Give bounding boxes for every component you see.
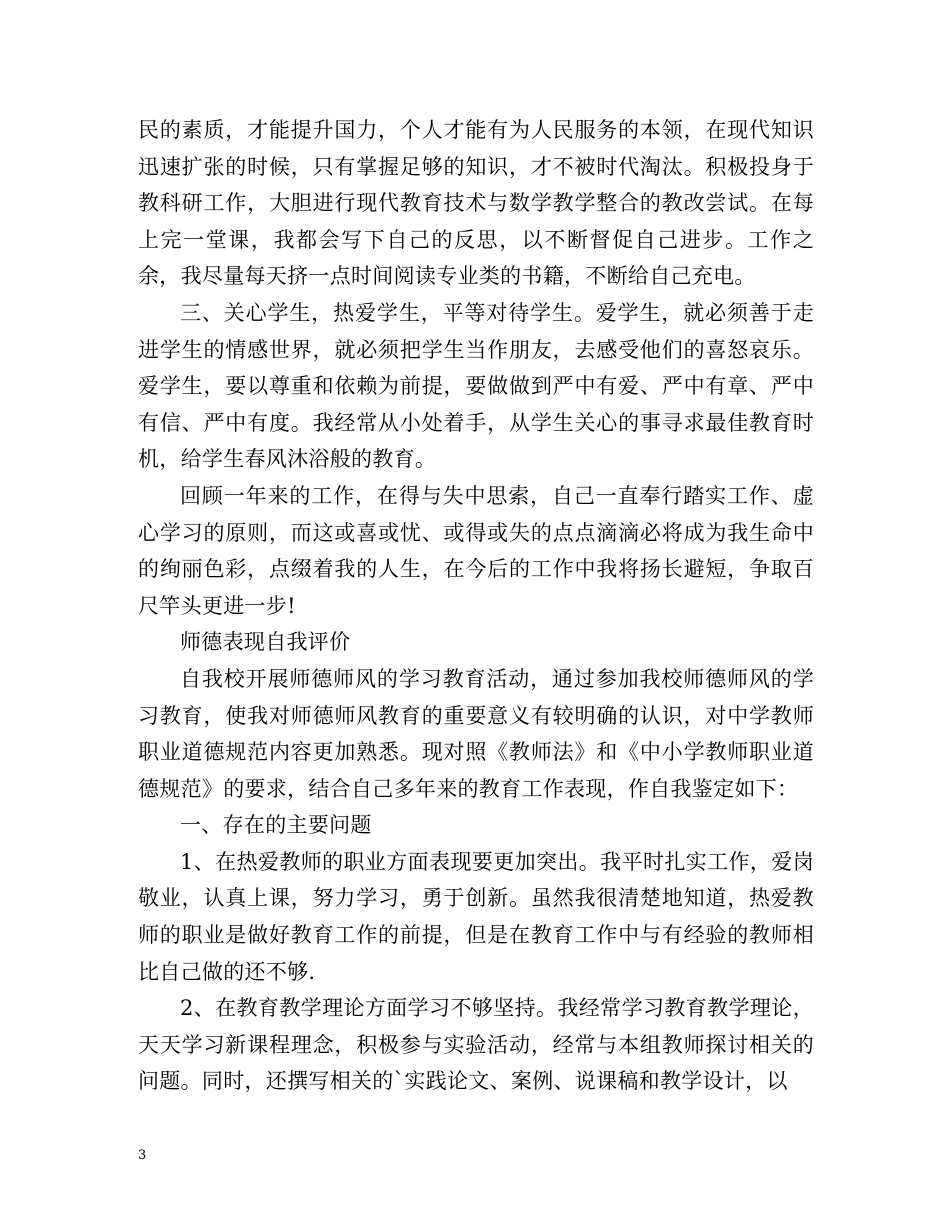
subheading-main-problems: 一、存在的主要问题 xyxy=(180,813,372,838)
page-number: 3 xyxy=(138,1148,147,1163)
document-body xyxy=(138,112,814,1100)
paragraph-caring-for-students: 三、关心学生，热爱学生，平等对待学生。爱学生，就必须善于走进学生的情感世界，就必须把学生当作朋友，去感受他们的喜怒哀乐。爱学生，要以尊重和依赖为前提，要做做到严中有爱、严中有章、严中有信、严中有度。我经常从小处着手，从学生关心的事寻求最佳教育时机，给学生春风沐浴般的教育。 xyxy=(138,300,814,472)
paragraph-problem-1: 1、在热爱教师的职业方面表现要更加突出。我平时扎实工作，爱岗敬业，认真上课，努力学习，勇于创新。虽然我很清楚地知道，热爱教师的职业是做好教育工作的前提，但是在教育工作中与有经验的教师相比自己做的还不够. xyxy=(138,849,814,984)
paragraph-problem-2: 2、在教育教学理论方面学习不够坚持。我经常学习教育教学理论，天天学习新课程理念，积极参与实验活动，经常与本组教师探讨相关的问题。同时，还撰写相关的`实践论文、案例、说课稿和教学设计，以 xyxy=(138,996,814,1094)
paragraph-year-review: 回顾一年来的工作，在得与失中思索，自己一直奉行踏实工作、虚心学习的原则，而这或喜或忧、或得或失的点点滴滴必将成为我生命中的绚丽色彩，点缀着我的人生，在今后的工作中我将扬长避短，争取百尺竿头更进一步! xyxy=(138,483,814,618)
section-heading-ethics-self-evaluation: 师德表现自我评价 xyxy=(180,630,351,655)
paragraph-continuation: 民的素质，才能提升国力，个人才能有为人民服务的本领，在现代知识迅速扩张的时候，只有掌握足够的知识，才不被时代淘汰。积极投身于教科研工作，大胆进行现代教育技术与数学教学整合的教改尝试。在每上完一堂课，我都会写下自己的反思，以不断督促自己进步。工作之余，我尽量每天挤一点时间阅读专业类的书籍，不断给自己充电。 xyxy=(138,118,814,289)
paragraph-ethics-intro: 自我校开展师德师风的学习教育活动，通过参加我校师德师风的学习教育，使我对师德师风教育的重要意义有较明确的认识，对中学教师职业道德规范内容更加熟悉。现对照《教师法》和《中小学教师职业道德规范》的要求，结合自己多年来的教育工作表现，作自我鉴定如下： xyxy=(138,666,814,801)
